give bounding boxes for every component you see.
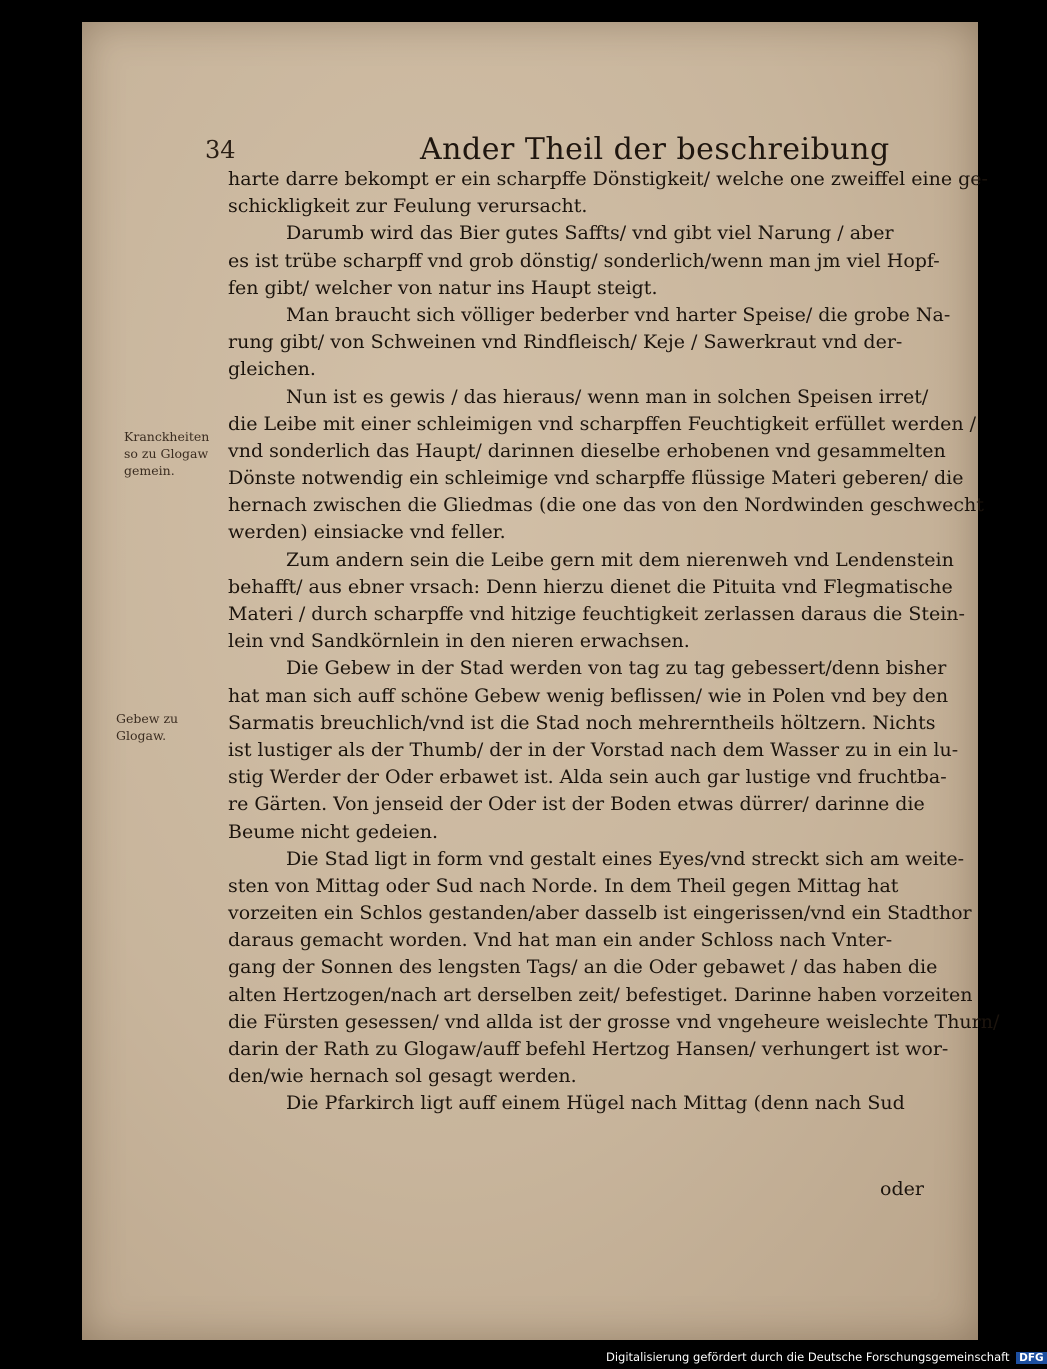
text-line: Die Gebew in der Stad werden von tag zu tag gebessert/denn bisher bbox=[286, 657, 947, 680]
text-line: Beume nicht gedeien. bbox=[228, 820, 439, 843]
margin-note-line: Glogaw. bbox=[116, 728, 167, 743]
text-line: die Fürsten gesessen/ vnd allda ist der grosse vnd vngeheure weislechte Thurn/ bbox=[228, 1010, 1000, 1033]
text-line: vnd sonderlich das Haupt/ darinnen dieselbe erhobenen vnd gesammelten bbox=[228, 439, 946, 462]
text-line: daraus gemacht worden. Vnd hat man ein ander Schloss nach Vnter- bbox=[228, 929, 893, 952]
margin-note-line: Gebew zu bbox=[116, 711, 179, 726]
text-line: Die Pfarkirch ligt auff einem Hügel nach Mittag (denn nach Sud bbox=[286, 1092, 905, 1115]
text-line: Nun ist es gewis / das hieraus/ wenn man in solchen Speisen irret/ bbox=[286, 385, 929, 408]
text-line: hernach zwischen die Gliedmas (die one das von den Nordwinden geschwecht bbox=[228, 494, 984, 517]
text-line: Dönste notwendig ein schleimige vnd scharpffe flüssige Materi geberen/ die bbox=[228, 467, 964, 490]
body-text bbox=[228, 166, 1000, 1118]
text-line: stig Werder der Oder erbawet ist. Alda sein auch gar lustige vnd fruchtba- bbox=[228, 766, 947, 789]
text-line: behafft/ aus ebner vrsach: Denn hierzu dienet die Pituita vnd Flegmatische bbox=[228, 575, 953, 598]
text-line: werden) einsiacke vnd feller. bbox=[228, 521, 506, 544]
text-line: sten von Mittag oder Sud nach Norde. In dem Theil gegen Mittag hat bbox=[228, 874, 899, 897]
text-line: Materi / durch scharpffe vnd hitzige feuchtigkeit zerlassen daraus die Stein- bbox=[228, 603, 965, 625]
dfg-logo: DFG bbox=[1016, 1352, 1047, 1364]
text-line: den/wie hernach sol gesagt werden. bbox=[228, 1065, 577, 1088]
page-number: 34 bbox=[205, 136, 236, 164]
digitization-credit bbox=[606, 1350, 1047, 1364]
text-line: re Gärten. Von jenseid der Oder ist der Boden etwas dürrer/ darinne die bbox=[228, 793, 925, 816]
margin-note-line: so zu Glogaw bbox=[124, 446, 209, 461]
text-line: alten Hertzogen/nach art derselben zeit/ befestiget. Darinne haben vorzeiten bbox=[228, 983, 973, 1006]
text-line: gleichen. bbox=[228, 358, 316, 381]
text-line: gang der Sonnen des lengsten Tags/ an die Oder gebawet / das haben die bbox=[228, 956, 938, 979]
text-line: rung gibt/ von Schweinen vnd Rindfleisch/ Keje / Sawerkraut vnd der- bbox=[228, 331, 903, 354]
text-line: fen gibt/ welcher von natur ins Haupt steigt. bbox=[228, 276, 658, 299]
text-line: schickligkeit zur Feulung verursacht. bbox=[228, 195, 588, 218]
running-head: Ander Theil der beschreibung bbox=[420, 132, 890, 167]
text-line: ist lustiger als der Thumb/ der in der Vorstad nach dem Wasser zu in ein lu- bbox=[228, 738, 959, 761]
text-line: Sarmatis breuchlich/vnd ist die Stad noch mehrerntheils höltzern. Nichts bbox=[228, 711, 936, 734]
text-line: die Leibe mit einer schleimigen vnd scharpffen Feuchtigkeit erfüllet werden / bbox=[228, 412, 977, 435]
margin-note-line: gemein. bbox=[124, 463, 175, 478]
text-line: Darumb wird das Bier gutes Saffts/ vnd gibt viel Narung / aber bbox=[286, 222, 894, 245]
catchword: oder bbox=[880, 1178, 924, 1200]
margin-note-line: Kranckheiten bbox=[124, 429, 210, 444]
text-line: Die Stad ligt in form vnd gestalt eines Eyes/vnd streckt sich am weite- bbox=[286, 847, 965, 870]
credit-text: Digitalisierung gefördert durch die Deutsche Forschungsgemeinschaft bbox=[606, 1350, 1010, 1364]
text-line: darin der Rath zu Glogaw/auff befehl Hertzog Hansen/ verhungert ist wor- bbox=[228, 1038, 949, 1060]
text-line: harte darre bekompt er ein scharpffe Dönstigkeit/ welche one zweiffel eine ge- bbox=[228, 168, 988, 190]
text-line: Zum andern sein die Leibe gern mit dem nierenweh vnd Lendenstein bbox=[286, 548, 954, 571]
text-line: vorzeiten ein Schlos gestanden/aber dasselb ist eingerissen/vnd ein Stadthor bbox=[228, 902, 972, 925]
margin-note-buildings bbox=[116, 710, 178, 744]
text-line: Man braucht sich völliger bederber vnd harter Speise/ die grobe Na- bbox=[286, 303, 951, 326]
text-line: hat man sich auff schöne Gebew wenig beflissen/ wie in Polen vnd bey den bbox=[228, 684, 949, 707]
margin-note-illnesses bbox=[124, 428, 209, 479]
text-line: es ist trübe scharpff vnd grob dönstig/ sonderlich/wenn man jm viel Hopf- bbox=[228, 249, 940, 272]
text-line: lein vnd Sandkörnlein in den nieren erwachsen. bbox=[228, 630, 690, 653]
